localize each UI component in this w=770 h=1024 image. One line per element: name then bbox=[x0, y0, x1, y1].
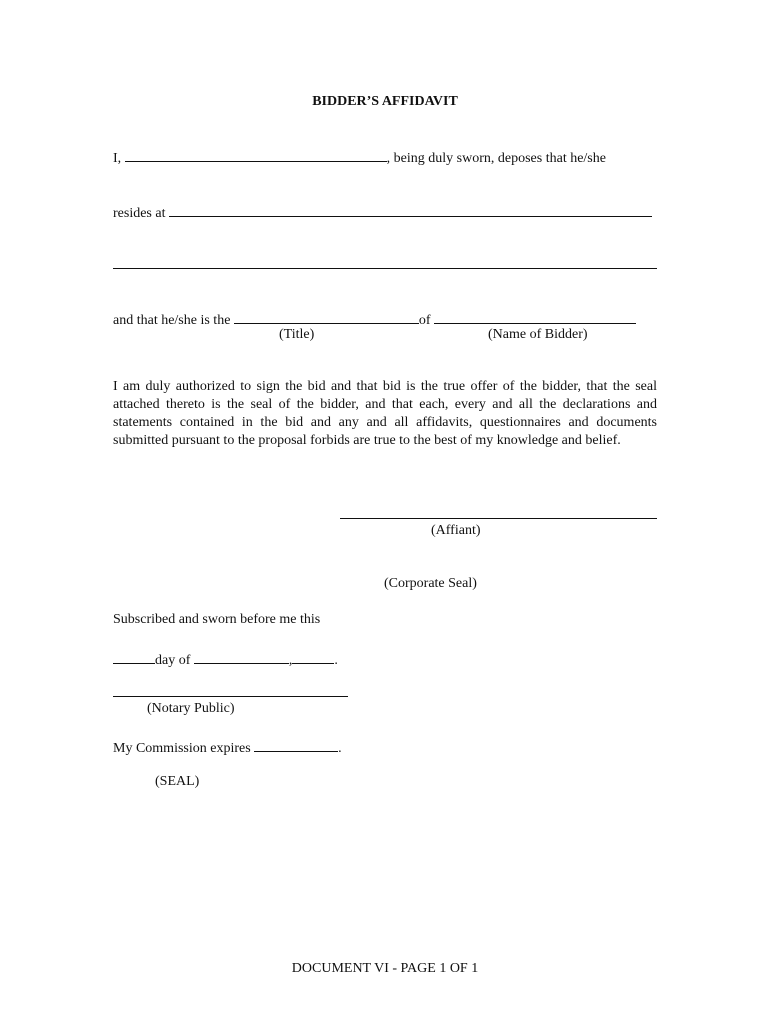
title-caption: (Title) bbox=[279, 327, 315, 342]
bidder-name-field[interactable] bbox=[434, 309, 636, 324]
seal-label: (SEAL) bbox=[155, 774, 200, 789]
commission-expiry-field[interactable] bbox=[254, 737, 338, 752]
affiant-name-field[interactable] bbox=[125, 147, 387, 162]
corporate-seal-label: (Corporate Seal) bbox=[384, 576, 477, 591]
notary-signature-line[interactable] bbox=[113, 696, 348, 697]
notary-caption: (Notary Public) bbox=[147, 701, 235, 716]
residence-field-line-2[interactable] bbox=[113, 268, 657, 269]
affiant-signature-line[interactable] bbox=[340, 518, 657, 519]
date-period: . bbox=[334, 653, 338, 668]
month-field[interactable] bbox=[194, 649, 289, 664]
subscribed-text: Subscribed and sworn before me this bbox=[113, 612, 321, 627]
resides-label: resides at bbox=[113, 206, 166, 221]
bidder-name-caption: (Name of Bidder) bbox=[488, 327, 588, 342]
affiant-name-row bbox=[113, 147, 606, 167]
residence-row bbox=[113, 202, 652, 222]
bidder-title-field[interactable] bbox=[234, 309, 419, 324]
affiant-caption: (Affiant) bbox=[431, 523, 481, 538]
day-field[interactable] bbox=[113, 649, 155, 664]
affiant-prefix: I, bbox=[113, 151, 122, 166]
day-of-label: day of bbox=[155, 653, 191, 668]
commission-row bbox=[113, 737, 342, 757]
page-footer: DOCUMENT VI - PAGE 1 OF 1 bbox=[291, 961, 479, 976]
commission-label: My Commission expires bbox=[113, 741, 251, 756]
declaration-paragraph: I am duly authorized to sign the bid and that bid is the true offer of the bidder, that the seal attached thereto is the seal of the bidder, and that each, every and all the declarations and statements contained in the bid and any and all affidavits, questionnaires and documents submitted pursuant to the proposal forbids are true to the best of my knowledge and belief. bbox=[113, 379, 657, 448]
title-of: of bbox=[418, 313, 431, 328]
title-row bbox=[113, 309, 636, 329]
date-comma: , bbox=[288, 653, 293, 668]
affiant-suffix: , being duly sworn, deposes that he/she bbox=[386, 151, 606, 166]
residence-field[interactable] bbox=[169, 202, 652, 217]
title-prefix: and that he/she is the bbox=[113, 313, 231, 328]
year-field[interactable] bbox=[292, 649, 334, 664]
document-title: BIDDER’S AFFIDAVIT bbox=[312, 94, 458, 109]
date-row bbox=[113, 649, 338, 669]
commission-period: . bbox=[338, 741, 342, 756]
